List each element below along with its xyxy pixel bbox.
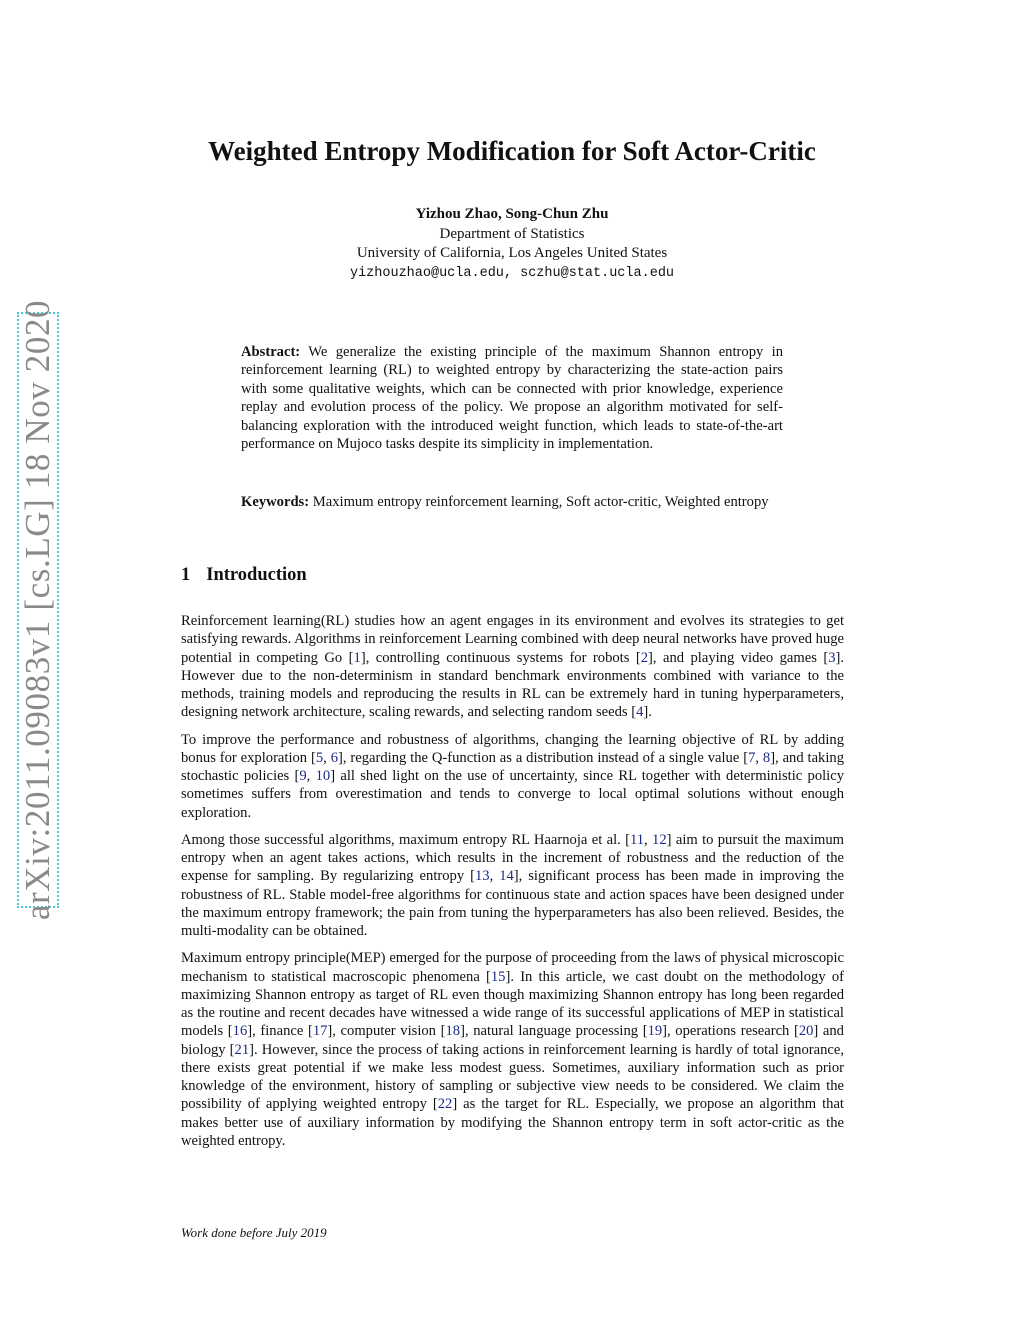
citation-link[interactable]: 2 xyxy=(640,649,649,666)
citation-link[interactable]: 4 xyxy=(636,704,644,721)
citation-link[interactable]: 5 xyxy=(315,749,324,766)
text-run: ]. However, since the process of taking actions in reinforcement learning is hardly of total ignorance, there exists great potential if we make less modest guess. Sometimes, auxiliary information such as prior knowledge of the environment, history of sampling or subjective view needs to be considered. We claim the possibility of applying weighted entropy [ xyxy=(181,1041,845,1113)
paragraph xyxy=(181,612,844,722)
citation-link[interactable]: 18 xyxy=(445,1023,461,1040)
paper-title: Weighted Entropy Modification for Soft Actor-Critic xyxy=(208,136,816,166)
citation-link[interactable]: 20 xyxy=(798,1023,814,1040)
text-run: , xyxy=(323,749,331,766)
citation-link[interactable]: 3 xyxy=(828,649,836,666)
text-run: ]. However due to the non-determinism in standard benchmark environments combined with variance to the methods, training models and reproducing the results in RL can be extremely hard in tuning hyperparameters, designing network architecture, scaling rewards, and selecting random seeds [ xyxy=(181,649,844,721)
text-run: Among those successful algorithms, maximum entropy RL Haarnoja et al. [ xyxy=(181,831,630,848)
affiliation: University of California, Los Angeles United States xyxy=(356,245,668,261)
section-heading xyxy=(181,565,307,586)
text-run: ], operations research [ xyxy=(662,1023,799,1040)
citation-link[interactable]: 22 xyxy=(437,1096,453,1113)
text-run: ], computer vision [ xyxy=(327,1023,446,1040)
text-run: ], controlling continuous systems for robots [ xyxy=(360,649,641,666)
text-run: ] all shed light on the use of uncertainty, since RL together with deterministic policy sometimes suffers from overestimation and tends to converge to local optimal solutions without enough exploration. xyxy=(181,768,844,821)
section-number: 1 xyxy=(181,565,191,585)
text-run: ], and playing video games [ xyxy=(648,649,829,666)
text-run: Reinforcement learning(RL) studies how an agent engages in its environment and evolves its strategies to get satisfying rewards. Algorithms in reinforcement Learning combined with deep neural networks have proved huge potential in competing Go [ xyxy=(181,613,845,666)
body-text xyxy=(181,612,844,1159)
abstract xyxy=(241,343,783,453)
paragraph xyxy=(181,731,844,822)
abstract-label: Abstract: xyxy=(241,344,301,360)
author-block xyxy=(0,205,1024,283)
citation-link[interactable]: 1 xyxy=(353,649,361,666)
citation-link[interactable]: 8 xyxy=(762,749,771,766)
arxiv-stamp xyxy=(17,299,59,921)
citation-link[interactable]: 10 xyxy=(315,768,331,784)
citation-link[interactable]: 17 xyxy=(312,1023,328,1040)
text-run: , xyxy=(644,831,653,848)
citation-link[interactable]: 6 xyxy=(330,749,338,766)
citation-link[interactable]: 7 xyxy=(748,749,756,766)
text-run: ] as the target for RL. Especially, we propose an algorithm that makes better use of auxiliary information by modifying the Shannon entropy term in soft actor-critic as the weighted entropy. xyxy=(181,1096,844,1149)
keywords-text: Maximum entropy reinforcement learning, Soft actor-critic, Weighted entropy xyxy=(312,494,769,510)
department: Department of Statistics xyxy=(439,225,585,242)
text-run: ]. xyxy=(643,704,652,721)
citation-link[interactable]: 15 xyxy=(490,968,506,985)
keywords-label: Keywords: xyxy=(241,494,310,510)
text-run: ], finance [ xyxy=(247,1023,313,1040)
citation-link[interactable]: 9 xyxy=(299,768,307,784)
paragraph xyxy=(181,831,844,941)
text-run: ], natural language processing [ xyxy=(460,1023,648,1040)
author-emails: yizhouzhao@ucla.edu, sczhu@stat.ucla.edu xyxy=(349,265,675,281)
text-run: ], regarding the Q-function as a distribution instead of a single value [ xyxy=(337,749,749,766)
text-run: ], significant process has been made in improving the robustness of RL. Stable model-free algorithms for continuous state and action spaces have been designed under the maximum entropy framework; the pain from tuning the hyperparameters has also been relieved. Besides, the multi-modality can be obtained. xyxy=(181,868,844,939)
citation-link[interactable]: 11 xyxy=(629,831,645,848)
text-run: Maximum entropy principle(MEP) emerged for the purpose of proceeding from the laws of physical microscopic mechanism to statistical macroscopic phenomena [ xyxy=(181,950,844,985)
citation-link[interactable]: 21 xyxy=(234,1041,250,1058)
citation-link[interactable]: 14 xyxy=(499,868,514,885)
text-run: ] aim to pursuit the maximum entropy when an agent takes actions, which results in the increment of robustness and the reduction of the expense for sampling. By regularizing entropy [ xyxy=(181,831,844,885)
author-names: Yizhou Zhao, Song-Chun Zhu xyxy=(415,206,609,222)
paragraph xyxy=(181,949,844,1150)
text-run: , xyxy=(489,868,500,885)
keywords xyxy=(241,493,783,511)
citation-link[interactable]: 19 xyxy=(647,1023,663,1040)
text-run: ]. In this article, we cast doubt on the methodology of maximizing Shannon entropy as target of RL even though maximizing Shannon entropy has long been regarded as the routine and recent decades have witnessed a wide range of its successful applications of MEP in statistical models [ xyxy=(181,968,844,1040)
text-run: , xyxy=(755,749,763,766)
text-run: ], and taking stochastic policies [ xyxy=(181,749,845,784)
section-title: Introduction xyxy=(206,565,307,585)
footnote: Work done before July 2019 xyxy=(181,1225,327,1240)
arxiv-stamp-text: arXiv:2011.09083v1 [cs.LG] 18 Nov 2020 xyxy=(18,299,57,921)
citation-link[interactable]: 13 xyxy=(474,868,490,885)
text-run: To improve the performance and robustness of algorithms, changing the learning objective of RL by adding bonus for exploration [ xyxy=(181,731,844,766)
text-run: ] and biology [ xyxy=(181,1023,844,1058)
citation-link[interactable]: 16 xyxy=(232,1023,248,1040)
text-run: , xyxy=(306,768,316,784)
citation-link[interactable]: 12 xyxy=(652,831,667,848)
abstract-text: We generalize the existing principle of the maximum Shannon entropy in reinforcement learning (RL) to weighted entropy by characterizing the state-action pairs with some qualitative weights, which can be connected with prior knowledge, experience replay and evolution process of the policy. We propose an algorithm motivated for self-balancing exploration with the introduced weight function, which leads to state-of-the-art performance on Mujoco tasks despite its simplicity in implementation. xyxy=(241,344,783,453)
